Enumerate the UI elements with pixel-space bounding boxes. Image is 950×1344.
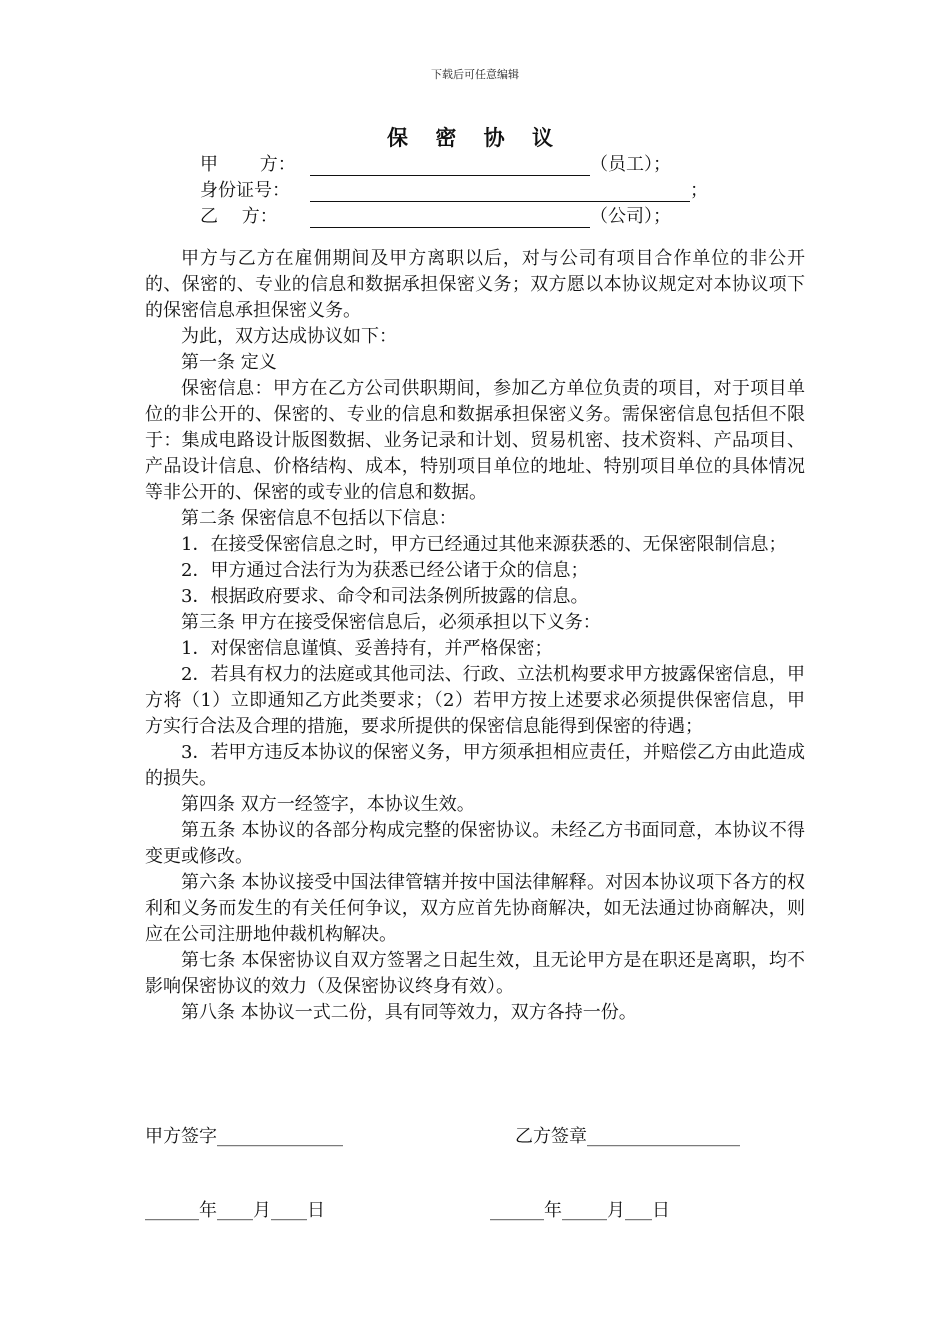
id-number-suffix: ； bbox=[690, 180, 708, 201]
id-number-row bbox=[200, 176, 708, 202]
article: 第六条 本协议接受中国法律管辖并按中国法律解释。对因本协议项下各方的权利和义务而发生的有关任何争议，双方应首先协商解决，如无法通过协商解决，则应在公司注册地仲裁机构解决。 bbox=[145, 872, 805, 945]
party-b-seal: 乙方签章_________________ bbox=[515, 1126, 740, 1147]
list-item: 3．若甲方违反本协议的保密义务，甲方须承担相应责任，并赔偿乙方由此造成的损失。 bbox=[145, 742, 805, 789]
article: 第八条 本协议一式二份，具有同等效力，双方各持一份。 bbox=[181, 1002, 637, 1023]
article-heading: 第二条 保密信息不包括以下信息： bbox=[181, 508, 457, 529]
list-item: 1．对保密信息谨慎、妥善持有，并严格保密； bbox=[181, 638, 553, 659]
party-b-label: 乙 方： bbox=[200, 206, 278, 227]
paragraph: 甲方与乙方在雇佣期间及甲方离职以后，对与公司有项目合作单位的非公开的、保密的、专业的信息和数据承担保密义务；双方愿以本协议规定对本协议项下的保密信息承担保密义务。 bbox=[145, 248, 805, 321]
party-a-date: ______年____月____日 bbox=[145, 1200, 325, 1221]
list-item: 3．根据政府要求、命令和司法条例所披露的信息。 bbox=[181, 586, 589, 607]
paragraph: 为此，双方达成协议如下： bbox=[181, 326, 397, 347]
list-item: 1．在接受保密信息之时，甲方已经通过其他来源获悉的、无保密限制信息； bbox=[181, 534, 787, 555]
id-number-label: 身份证号： bbox=[200, 180, 290, 201]
party-a-suffix: （员工）； bbox=[590, 154, 671, 175]
agreement-body bbox=[145, 246, 805, 1026]
party-a-blank bbox=[310, 155, 590, 176]
article: 第七条 本保密协议自双方签署之日起生效，且无论甲方是在职还是离职，均不影响保密协议的效力（及保密协议终身有效）。 bbox=[145, 950, 805, 997]
list-item: 2．若具有权力的法庭或其他司法、行政、立法机构要求甲方披露保密信息，甲方将（1）立即通知乙方此类要求；（2）若甲方按上述要求必须提供保密信息，甲方实行合法及合理的措施，要求所提供的保密信息能得到保密的待遇； bbox=[145, 664, 805, 737]
party-b-row bbox=[200, 202, 671, 228]
article-heading: 第一条 定义 bbox=[181, 352, 277, 373]
header-note: 下载后可任意编辑 bbox=[431, 68, 519, 81]
party-b-date: ______年_____月___日 bbox=[490, 1200, 670, 1221]
id-number-blank bbox=[310, 181, 690, 202]
article: 第四条 双方一经签字，本协议生效。 bbox=[181, 794, 475, 815]
document-title: 保 密 协 议 bbox=[387, 125, 563, 150]
party-b-blank bbox=[310, 207, 590, 228]
paragraph: 保密信息：甲方在乙方公司供职期间，参加乙方单位负责的项目，对于项目单位的非公开的、保密的、专业的信息和数据承担保密义务。需保密信息包括但不限于：集成电路设计版图数据、业务记录和计划、贸易机密、技术资料、产品项目、产品设计信息、价格结构、成本，特别项目单位的地址、特别项目单位的具体情况等非公开的、保密的或专业的信息和数据。 bbox=[145, 378, 805, 503]
party-a-row bbox=[200, 150, 671, 176]
party-a-label: 甲 方： bbox=[200, 154, 296, 175]
article-heading: 第三条 甲方在接受保密信息后，必须承担以下义务： bbox=[181, 612, 601, 633]
article: 第五条 本协议的各部分构成完整的保密协议。未经乙方书面同意，本协议不得变更或修改。 bbox=[145, 820, 805, 867]
list-item: 2．甲方通过合法行为为获悉已经公诸于众的信息； bbox=[181, 560, 589, 581]
party-b-suffix: （公司）； bbox=[590, 206, 671, 227]
party-a-signature: 甲方签字______________ bbox=[145, 1126, 343, 1147]
